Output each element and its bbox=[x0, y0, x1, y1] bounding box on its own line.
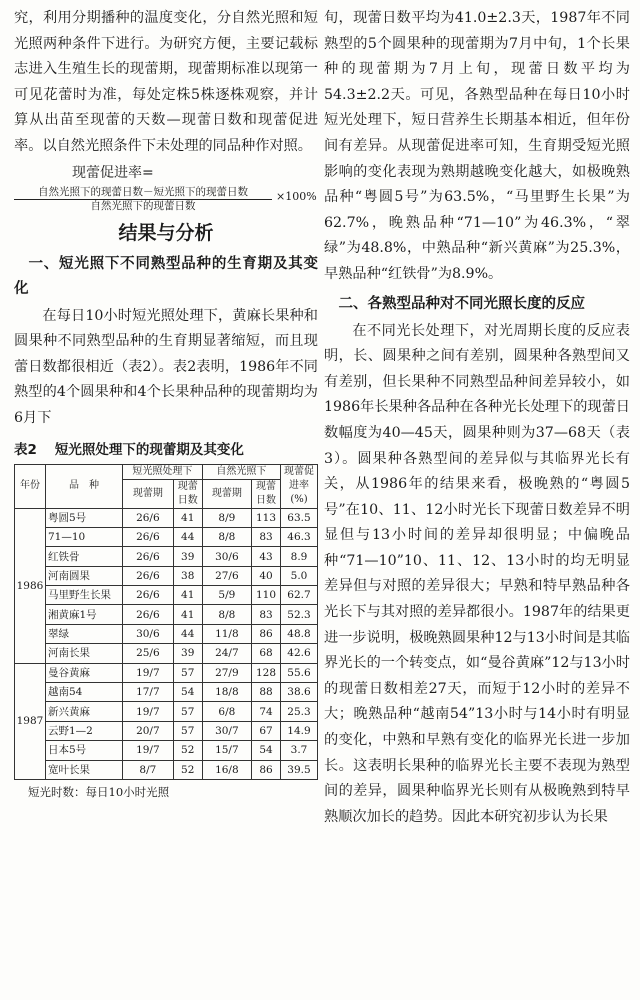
short-days-cell: 41 bbox=[173, 508, 202, 527]
natural-days-cell: 43 bbox=[252, 547, 281, 566]
variety-cell: 71—10 bbox=[46, 527, 123, 546]
variety-cell: 河南圆果 bbox=[46, 566, 123, 585]
year-cell: 1986 bbox=[15, 508, 46, 663]
table-row bbox=[15, 683, 318, 702]
variety-cell: 宽叶长果 bbox=[46, 760, 123, 779]
table-number: 表2 bbox=[14, 441, 37, 458]
formula-label: 现蕾促进率= bbox=[72, 164, 154, 181]
formula-numerator: 自然光照下的现蕾日数－短光照下的现蕾日数 bbox=[14, 185, 272, 200]
formula-promotion-rate bbox=[14, 162, 318, 212]
natural-date-cell: 11/8 bbox=[202, 624, 251, 643]
natural-date-cell: 5/9 bbox=[202, 586, 251, 605]
short-date-cell: 26/6 bbox=[123, 566, 174, 585]
variety-cell: 云野1—2 bbox=[46, 721, 123, 740]
natural-date-cell: 8/8 bbox=[202, 605, 251, 624]
subsection-heading-1: 一、短光照下不同熟型品种的生育期及其变化 bbox=[14, 255, 318, 297]
rate-cell: 8.9 bbox=[281, 547, 318, 566]
rate-cell: 39.5 bbox=[281, 760, 318, 779]
natural-date-cell: 24/7 bbox=[202, 644, 251, 663]
table-row bbox=[15, 547, 318, 566]
short-days-cell: 39 bbox=[173, 547, 202, 566]
table-row bbox=[15, 586, 318, 605]
short-date-cell: 26/6 bbox=[123, 605, 174, 624]
year-cell: 1987 bbox=[15, 663, 46, 779]
variety-cell: 越南54 bbox=[46, 683, 123, 702]
header-short-light: 短光照处理下 bbox=[123, 464, 203, 479]
variety-cell: 河南长果 bbox=[46, 644, 123, 663]
paragraph-results-1-cont: 旬，现蕾日数平均为41.0±2.3天，1987年不同熟型的5个圆果种的现蕾期为7月中旬，1个长果种的现蕾期为7月上旬，现蕾日数平均为54.3±2.2天。可见，各熟型品种在每日10小时短光处理下，短日营养生长期基本相近，但年份间有差异。从现蕾促进率可知，生育期受短光照影响的变化表现为熟期越晚变化越大，如极晚熟品种“粤圆5号”为63.5%，“马里野生长果”为62.7%，晚熟品种“71—10”为46.3%，“翠绿”为48.8%，中熟品种“新兴黄麻”为25.3%，早熟品种“红铁骨”为8.9%。 bbox=[324, 10, 630, 282]
table-note: 短光时数：每日10小时光照 bbox=[28, 785, 170, 799]
variety-cell: 日本5号 bbox=[46, 741, 123, 760]
rate-cell: 46.3 bbox=[281, 527, 318, 546]
natural-days-cell: 54 bbox=[252, 741, 281, 760]
paragraph-results-2: 在不同光长处理下，对光周期长度的反应表明，长、圆果种之间有差别，圆果种各熟型间又有差别，但长果种不同熟型品种间差异较小，如1986年长果种各品种在各种光长处理下的现蕾日数幅度为40—45天，圆果种则为37—68天（表3）。圆果种各熟型间的差异似与其临界光长有关，从1986年的结果来看，极晚熟的“粤圆5号”在10、11、12小时光长下现蕾日数差异不明显但与13小时间的差异却很明显；中偏晚品种“71—10”10、11、12、13小时的均无明显差异但与对照的差异很大；早熟和特早熟品种各光长下与其对照的差异都很小。1987年的结果更进一步说明，极晚熟圆果种12与13小时间是其临界光长的一个转变点，如“曼谷黄麻”12与13小时的现蕾日数相差27天，而短于12小时的差异不大；晚熟品种“越南54”13小时与14小时有明显的变化，中熟和早熟有变化的临界光长进一步加长。这表明长果种的临界光长主要不表现为熟型间的差异，圆果种临界光长则有从极晚熟到特早熟顺次加长的趋势。因此本研究初步认为长果 bbox=[324, 322, 630, 825]
natural-days-cell: 86 bbox=[252, 624, 281, 643]
short-days-cell: 52 bbox=[173, 741, 202, 760]
natural-days-cell: 88 bbox=[252, 683, 281, 702]
rate-cell: 14.9 bbox=[281, 721, 318, 740]
table-caption bbox=[14, 440, 318, 460]
short-days-cell: 57 bbox=[173, 702, 202, 721]
short-days-cell: 57 bbox=[173, 721, 202, 740]
variety-cell: 翠绿 bbox=[46, 624, 123, 643]
natural-date-cell: 30/7 bbox=[202, 721, 251, 740]
table-row bbox=[15, 702, 318, 721]
left-column bbox=[14, 6, 318, 800]
natural-date-cell: 15/7 bbox=[202, 741, 251, 760]
short-days-cell: 39 bbox=[173, 644, 202, 663]
rate-cell: 55.6 bbox=[281, 663, 318, 682]
short-date-cell: 26/6 bbox=[123, 586, 174, 605]
header-year: 年份 bbox=[15, 464, 46, 508]
natural-days-cell: 83 bbox=[252, 527, 281, 546]
natural-days-cell: 74 bbox=[252, 702, 281, 721]
rate-cell: 52.3 bbox=[281, 605, 318, 624]
header-promotion-rate: 现蕾促进率(%) bbox=[281, 464, 318, 508]
short-date-cell: 26/6 bbox=[123, 547, 174, 566]
natural-date-cell: 16/8 bbox=[202, 760, 251, 779]
short-date-cell: 26/6 bbox=[123, 508, 174, 527]
natural-days-cell: 113 bbox=[252, 508, 281, 527]
rate-cell: 3.7 bbox=[281, 741, 318, 760]
rate-cell: 5.0 bbox=[281, 566, 318, 585]
short-date-cell: 20/7 bbox=[123, 721, 174, 740]
short-date-cell: 17/7 bbox=[123, 683, 174, 702]
formula-multiplier: ×100% bbox=[276, 189, 317, 203]
table-title: 短光照处理下的现蕾期及其变化 bbox=[54, 441, 244, 458]
rate-cell: 63.5 bbox=[281, 508, 318, 527]
natural-date-cell: 30/6 bbox=[202, 547, 251, 566]
short-date-cell: 30/6 bbox=[123, 624, 174, 643]
section-title: 结果与分析 bbox=[118, 221, 214, 244]
short-days-cell: 57 bbox=[173, 663, 202, 682]
short-days-cell: 41 bbox=[173, 586, 202, 605]
natural-days-cell: 40 bbox=[252, 566, 281, 585]
short-days-cell: 52 bbox=[173, 760, 202, 779]
subsection-heading-2: 二、各熟型品种对不同光照长度的反应 bbox=[338, 295, 585, 312]
header-short-date: 现蕾期 bbox=[123, 479, 174, 508]
short-date-cell: 19/7 bbox=[123, 663, 174, 682]
variety-cell: 马里野生长果 bbox=[46, 586, 123, 605]
natural-days-cell: 86 bbox=[252, 760, 281, 779]
rate-cell: 62.7 bbox=[281, 586, 318, 605]
paragraph-methods: 究，利用分期播种的温度变化，分自然光照和短光照两种条件下进行。为研究方便，主要记载标志进入生殖生长的现蕾期，现蕾期标准以现第一可见花蕾时为准，每处定株5株逐株观察，并计算从出苗至现蕾的天数—现蕾日数和现蕾促进率。以自然光照条件下未处理的同品种作对照。 bbox=[14, 10, 318, 154]
right-column bbox=[324, 6, 630, 830]
variety-cell: 新兴黄麻 bbox=[46, 702, 123, 721]
variety-cell: 粤圆5号 bbox=[46, 508, 123, 527]
short-days-cell: 41 bbox=[173, 605, 202, 624]
short-date-cell: 26/6 bbox=[123, 527, 174, 546]
rate-cell: 25.3 bbox=[281, 702, 318, 721]
short-date-cell: 19/7 bbox=[123, 741, 174, 760]
table-body bbox=[15, 508, 318, 779]
short-days-cell: 44 bbox=[173, 527, 202, 546]
natural-date-cell: 6/8 bbox=[202, 702, 251, 721]
natural-date-cell: 18/8 bbox=[202, 683, 251, 702]
natural-date-cell: 8/9 bbox=[202, 508, 251, 527]
table-row bbox=[15, 721, 318, 740]
rate-cell: 38.6 bbox=[281, 683, 318, 702]
natural-days-cell: 110 bbox=[252, 586, 281, 605]
natural-date-cell: 27/6 bbox=[202, 566, 251, 585]
natural-days-cell: 67 bbox=[252, 721, 281, 740]
natural-date-cell: 27/9 bbox=[202, 663, 251, 682]
natural-days-cell: 128 bbox=[252, 663, 281, 682]
variety-cell: 湘黄麻1号 bbox=[46, 605, 123, 624]
header-natural-days: 现蕾日数 bbox=[252, 479, 281, 508]
paragraph-results-1: 在每日10小时短光照处理下，黄麻长果种和圆果种不同熟型品种的生育期显著缩短，而且现蕾日数都很相近（表2）。表2表明，1986年不同熟型的4个圆果种和4个长果种品种的现蕾期均为6月下 bbox=[14, 307, 318, 426]
header-short-days: 现蕾日数 bbox=[173, 479, 202, 508]
table-row bbox=[15, 644, 318, 663]
short-date-cell: 8/7 bbox=[123, 760, 174, 779]
header-natural-light: 自然光照下 bbox=[202, 464, 280, 479]
variety-cell: 红铁骨 bbox=[46, 547, 123, 566]
rate-cell: 42.6 bbox=[281, 644, 318, 663]
table-row bbox=[15, 760, 318, 779]
natural-days-cell: 83 bbox=[252, 605, 281, 624]
formula-denominator: 自然光照下的现蕾日数 bbox=[90, 199, 196, 212]
short-date-cell: 19/7 bbox=[123, 702, 174, 721]
header-variety: 品 种 bbox=[46, 464, 123, 508]
short-days-cell: 44 bbox=[173, 624, 202, 643]
short-days-cell: 38 bbox=[173, 566, 202, 585]
table-row bbox=[15, 663, 318, 682]
variety-cell: 曼谷黄麻 bbox=[46, 663, 123, 682]
table-row bbox=[15, 605, 318, 624]
table-row bbox=[15, 508, 318, 527]
short-date-cell: 25/6 bbox=[123, 644, 174, 663]
natural-date-cell: 8/8 bbox=[202, 527, 251, 546]
short-days-cell: 54 bbox=[173, 683, 202, 702]
table-row bbox=[15, 741, 318, 760]
natural-days-cell: 68 bbox=[252, 644, 281, 663]
table-row bbox=[15, 527, 318, 546]
table-row bbox=[15, 566, 318, 585]
table-row bbox=[15, 624, 318, 643]
rate-cell: 48.8 bbox=[281, 624, 318, 643]
header-natural-date: 现蕾期 bbox=[202, 479, 251, 508]
table-2 bbox=[14, 464, 318, 780]
